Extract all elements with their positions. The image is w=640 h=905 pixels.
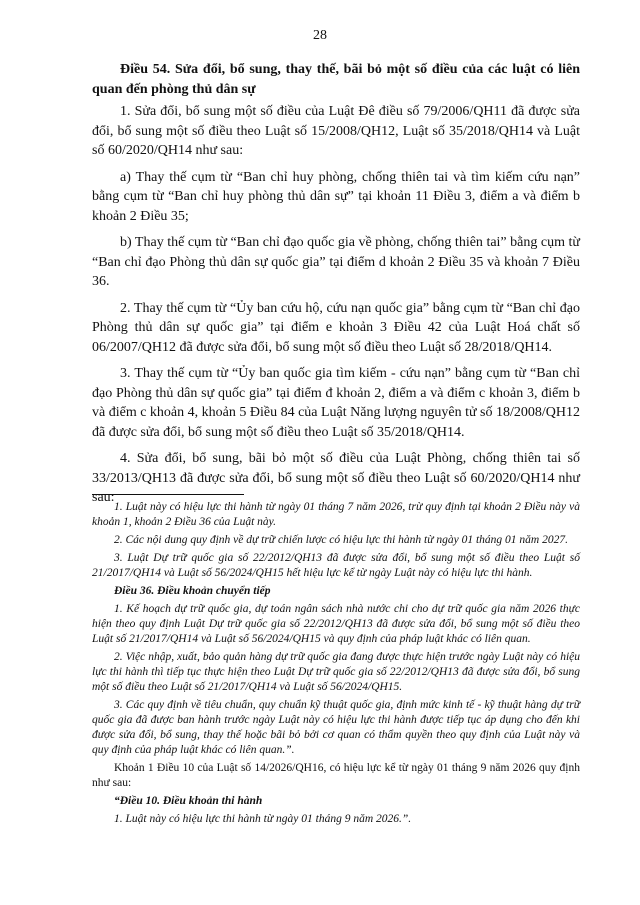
- article-title: Điều 54. Sửa đổi, bổ sung, thay thế, bãi bỏ một số điều của các luật có liên quan đến phòng thủ dân sự: [92, 62, 580, 97]
- main-text: [92, 60, 580, 515]
- footnote-item: 1. Kế hoạch dự trữ quốc gia, dự toán ngân sách nhà nước chi cho dự trữ quốc gia năm 2026 thực hiện theo quy định Luật Dự trữ quốc gia số 22/2012/QH13 đã được sửa đổi, bổ sung một số điều theo Luật số 21/2017/QH14 và Luật số 56/2024/QH15 và quy định của pháp luật khác có liên quan.: [92, 603, 580, 645]
- footnote-item: 3. Luật Dự trữ quốc gia số 22/2012/QH13 đã được sửa đổi, bổ sung một số điều theo Luật số 21/2017/QH14 và Luật số 56/2024/QH15 hết hiệu lực kể từ ngày Luật này có hiệu lực thi hành.: [92, 552, 580, 579]
- paragraph: a) Thay thế cụm từ “Ban chỉ huy phòng, chống thiên tai và tìm kiếm cứu nạn” bằng cụm từ “Ban chỉ huy phòng thủ dân sự” tại khoản 11 Điều 3, điểm a và điểm b khoản 2 Điều 35;: [92, 169, 580, 224]
- footnote-divider: [92, 494, 244, 495]
- footnote-item: 1. Luật này có hiệu lực thi hành từ ngày 01 tháng 7 năm 2026, trừ quy định tại khoản 2 Điều này và khoản 1, khoản 2 Điều 36 của Luật này.: [92, 501, 580, 528]
- footnote-item: 2. Việc nhập, xuất, bảo quản hàng dự trữ quốc gia đang được thực hiện trước ngày Luật này có hiệu lực thi hành thì tiếp tục thực hiện theo Luật Dự trữ quốc gia số 22/2012/QH13 đã được sửa đổi, bổ sung một số điều theo Luật số 21/2017/QH14 và Luật số 56/2024/QH15.: [92, 651, 580, 693]
- paragraph: 3. Thay thế cụm từ “Ủy ban quốc gia tìm kiếm - cứu nạn” bằng cụm từ “Ban chỉ đạo Phòng thủ dân sự quốc gia” tại điểm đ khoản 2, điểm a và điểm c khoản 3, điểm b và điểm c khoản 4, khoản 5 Điều 84 của Luật Năng lượng nguyên tử số 18/2008/QH12 đã được sửa đổi, bổ sung một số điều theo Luật số 35/2018/QH14.: [92, 366, 580, 440]
- footnotes: [92, 500, 580, 830]
- paragraph: b) Thay thế cụm từ “Ban chỉ đạo quốc gia về phòng, chống thiên tai” bằng cụm từ “Ban chỉ đạo Phòng thủ dân sự quốc gia” tại điểm d khoản 2 Điều 35 và khoản 7 Điều 36.: [92, 235, 580, 289]
- paragraph: 1. Sửa đổi, bổ sung một số điều của Luật Đê điều số 79/2006/QH11 đã được sửa đổi, bổ sung một số điều theo Luật số 15/2008/QH12, Luật số 35/2018/QH14 và Luật số 60/2020/QH14 như sau:: [92, 104, 580, 158]
- footnote-item: 3. Các quy định về tiêu chuẩn, quy chuẩn kỹ thuật quốc gia, định mức kinh tế - kỹ thuật hàng dự trữ quốc gia đã được ban hành trước ngày Luật này có hiệu lực thi hành được tiếp tục áp dụng cho đến khi được sửa đổi, bổ sung, thay thế hoặc bãi bỏ bởi cơ quan có thẩm quyền theo quy định của Luật này và quy định của pháp luật khác có liên quan.”.: [92, 699, 580, 756]
- footnote-item: Khoản 1 Điều 10 của Luật số 14/2026/QH16, có hiệu lực kể từ ngày 01 tháng 9 năm 2026 quy định như sau:: [92, 762, 580, 789]
- footnote-item: 2. Các nội dung quy định về dự trữ chiến lược có hiệu lực thi hành từ ngày 01 tháng 01 năm 2027.: [114, 534, 568, 546]
- paragraph: 4. Sửa đổi, bổ sung, bãi bỏ một số điều của Luật Phòng, chống thiên tai số 33/2013/QH13 đã được sửa đổi, bổ sung một số điều theo Luật số 60/2020/QH14 như sau:: [92, 451, 580, 505]
- footnote-article-title: “Điều 10. Điều khoản thi hành: [114, 795, 263, 807]
- footnote-article-title: Điều 36. Điều khoản chuyển tiếp: [114, 585, 271, 597]
- page-number: 28: [313, 28, 327, 43]
- paragraph: 2. Thay thế cụm từ “Ủy ban cứu hộ, cứu nạn quốc gia” bằng cụm từ “Ban chỉ đạo Phòng thủ dân sự quốc gia” tại điểm e khoản 3 Điều 42 của Luật Hoá chất số 06/2007/QH12 đã được sửa đổi, bổ sung một số điều theo Luật số 28/2018/QH14.: [92, 300, 580, 355]
- footnote-item: 1. Luật này có hiệu lực thi hành từ ngày 01 tháng 9 năm 2026.”.: [114, 813, 412, 825]
